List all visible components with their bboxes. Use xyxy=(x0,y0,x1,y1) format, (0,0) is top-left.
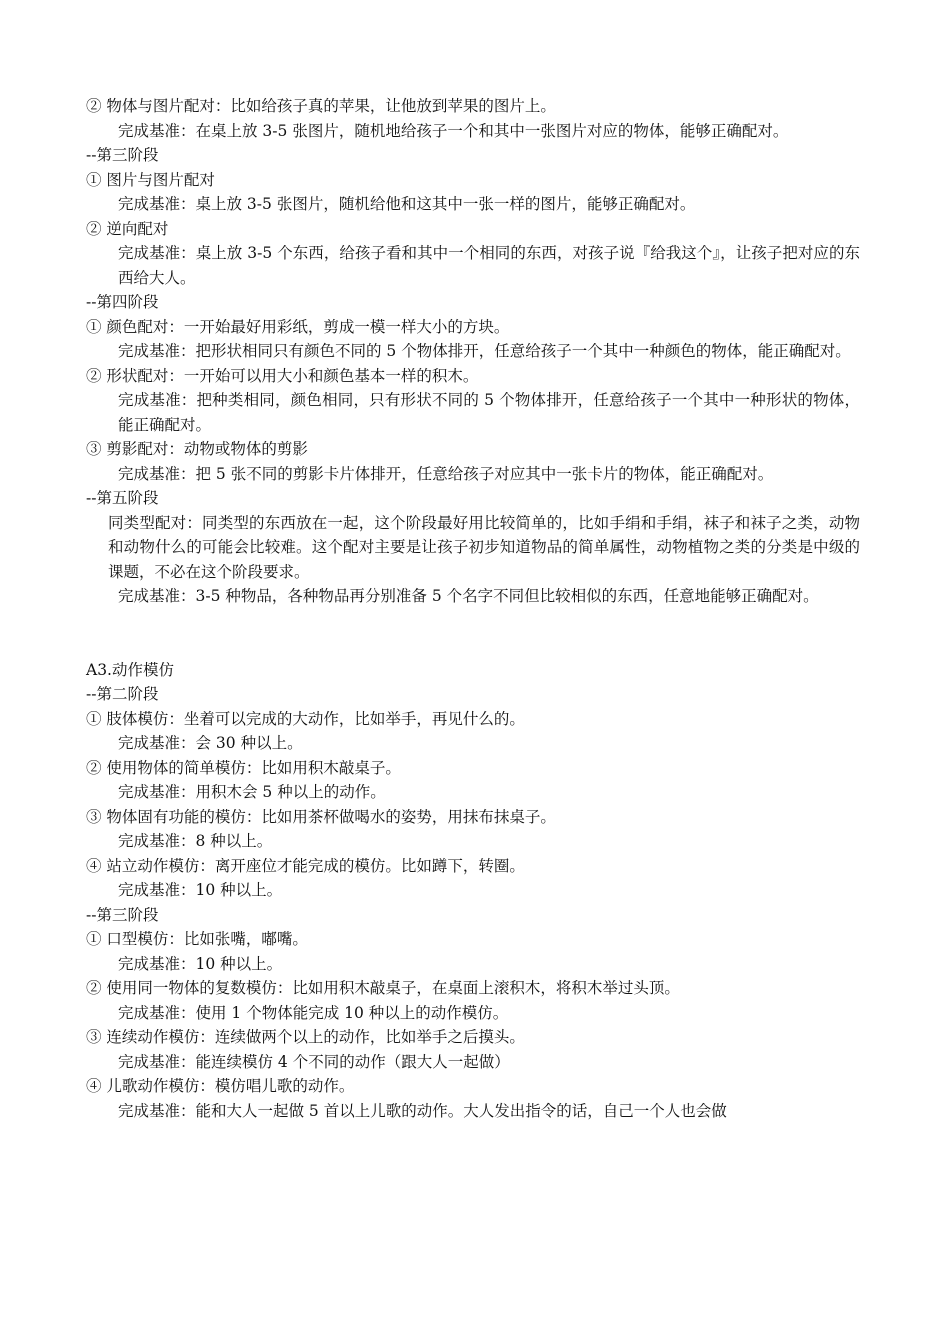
matching-line: ① 图片与图片配对 xyxy=(86,170,215,189)
imitation-line: 完成基准：10 种以上。 xyxy=(118,954,283,973)
matching-line: 完成基准：把种类相同，颜色相同，只有形状不同的 5 个物体排开，任意给孩子一个其中一种形状的物体，能正确配对。 xyxy=(118,391,860,434)
matching-line: 完成基准：把形状相同只有颜色不同的 5 个物体排开，任意给孩子一个其中一种颜色的物体，能正确配对。 xyxy=(118,342,851,360)
imitation-line: 完成基准：能连续模仿 4 个不同的动作（跟大人一起做） xyxy=(118,1052,510,1071)
section-imitation xyxy=(86,658,860,1124)
matching-line: ② 形状配对：一开始可以用大小和颜色基本一样的积木。 xyxy=(86,366,479,385)
imitation-line: A3.动作模仿 xyxy=(86,660,174,679)
imitation-line: 完成基准：8 种以上。 xyxy=(118,832,273,850)
matching-line: 完成基准：3-5 种物品，各种物品再分别准备 5 个名字不同但比较相似的东西，任意地能够正确配对。 xyxy=(118,587,819,605)
matching-line: 完成基准：把 5 张不同的剪影卡片体排开，任意给孩子对应其中一张卡片的物体，能正确配对。 xyxy=(118,464,774,483)
imitation-line: 完成基准：10 种以上。 xyxy=(118,881,283,899)
matching-line: --第五阶段 xyxy=(86,489,159,507)
imitation-line: --第三阶段 xyxy=(86,905,159,924)
imitation-line: ① 肢体模仿：坐着可以完成的大动作，比如举手，再见什么的。 xyxy=(86,709,525,728)
matching-line: ② 物体与图片配对：比如给孩子真的苹果，让他放到苹果的图片上。 xyxy=(86,97,556,115)
imitation-line: ③ 连续动作模仿：连续做两个以上的动作，比如举手之后摸头。 xyxy=(86,1028,525,1046)
imitation-line: ④ 儿歌动作模仿：模仿唱儿歌的动作。 xyxy=(86,1077,355,1095)
imitation-line: 完成基准：能和大人一起做 5 首以上儿歌的动作。大人发出指令的话，自己一个人也会做 xyxy=(118,1101,727,1120)
imitation-line: ③ 物体固有功能的模仿：比如用茶杯做喝水的姿势，用抹布抹桌子。 xyxy=(86,807,556,826)
imitation-line: ② 使用物体的简单模仿：比如用积木敲桌子。 xyxy=(86,758,401,777)
imitation-line: --第二阶段 xyxy=(86,685,159,703)
imitation-line: ① 口型模仿：比如张嘴，嘟嘴。 xyxy=(86,930,308,948)
matching-line: ③ 剪影配对：动物或物体的剪影 xyxy=(86,440,308,458)
matching-line: ② 逆向配对 xyxy=(86,219,169,238)
section-gap xyxy=(86,609,860,658)
matching-line: --第四阶段 xyxy=(86,293,159,311)
imitation-line: 完成基准：使用 1 个物体能完成 10 种以上的动作模仿。 xyxy=(118,1003,509,1022)
imitation-line: 完成基准：用积木会 5 种以上的动作。 xyxy=(118,783,386,801)
matching-line: 完成基准：桌上放 3-5 个东西，给孩子看和其中一个相同的东西，对孩子说『给我这个』，让孩子把对应的东西给大人。 xyxy=(118,244,860,287)
matching-line: --第三阶段 xyxy=(86,146,159,164)
document-page xyxy=(86,94,860,1123)
imitation-line: ④ 站立动作模仿：离开座位才能完成的模仿。比如蹲下，转圈。 xyxy=(86,856,525,875)
imitation-line: 完成基准：会 30 种以上。 xyxy=(118,734,303,752)
matching-line: 完成基准：桌上放 3-5 张图片，随机给他和这其中一张一样的图片，能够正确配对。 xyxy=(118,195,696,213)
imitation-line: ② 使用同一物体的复数模仿：比如用积木敲桌子，在桌面上滚积木，将积木举过头顶。 xyxy=(86,979,680,997)
section-matching xyxy=(86,94,860,609)
matching-line: ① 颜色配对：一开始最好用彩纸，剪成一模一样大小的方块。 xyxy=(86,317,510,336)
matching-line: 同类型配对：同类型的东西放在一起，这个阶段最好用比较简单的，比如手绢和手绢，袜子和袜子之类，动物和动物什么的可能会比较难。这个配对主要是让孩子初步知道物品的简单属性，动物植物之类的分类是中级的课题，不必在这个阶段要求。 xyxy=(108,513,860,581)
matching-line: 完成基准：在桌上放 3-5 张图片，随机地给孩子一个和其中一张图片对应的物体，能够正确配对。 xyxy=(118,121,789,140)
